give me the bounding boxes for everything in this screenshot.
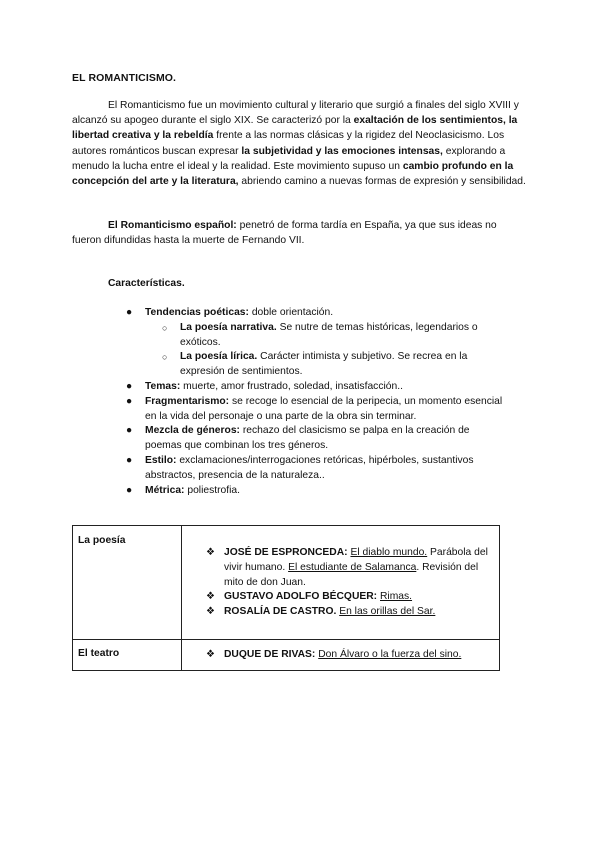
genre-cell-poesia: La poesía bbox=[73, 526, 182, 640]
spanish-romanticism-paragraph: El Romanticismo español: penetró de forma tardía en España, ya que sus ideas no fueron difundidas hasta la muerte de Fernando VII. bbox=[72, 220, 497, 247]
list-item: ● Tendencias poéticas: doble orientación. ○ La poesía narrativa. Se nutre de temas históricas, legendarios o exóticos. ○ La poesía lírica. Carácter intimista y subjetivo. Se recrea en la expresión de sentimientos. bbox=[108, 306, 508, 380]
characteristics-heading: Características. bbox=[108, 278, 185, 289]
list-item: ● Temas: muerte, amor frustrado, soledad, insatisfacción.. bbox=[126, 380, 403, 392]
authors-list bbox=[206, 648, 494, 663]
diamond-bullet-icon: ❖ bbox=[206, 591, 215, 603]
list-item: ● Mezcla de géneros: rechazo del clasicismo se palpa en la creación de poemas que combinan los tres géneros. bbox=[126, 425, 470, 452]
characteristics-list bbox=[108, 306, 508, 498]
list-item: ❖ JOSÉ DE ESPRONCEDA: El diablo mundo. Parábola del vivir humano. El estudiante de Salamanca. Revisión del mito de don Juan. bbox=[206, 547, 488, 588]
list-item: ● Fragmentarismo: se recoge lo esencial de la peripecia, un momento esencial en la vida del personaje o una parte de la obra sin terminar. bbox=[126, 395, 503, 422]
page-title: EL ROMANTICISMO. bbox=[72, 72, 177, 84]
intro-paragraph: El Romanticismo fue un movimiento cultural y literario que surgió a finales del siglo XVIII y alcanzó su apogeo durante el siglo XIX. Se caracterizó por la exaltación de los sentimientos, la libertad creativa y la rebeldía frente a las normas clásicas y la rigidez del Neoclasicismo. Los autores románticos buscan expresar la subjetividad y las emociones intensas, explorando a menudo la lucha entre el ideal y la realidad. Este movimiento supuso un cambio profundo en la concepción del arte y la literatura, abriendo camino a nuevas formas de expresión y sensibilidad. bbox=[72, 100, 526, 188]
sublist bbox=[145, 321, 508, 380]
authors-cell-poesia bbox=[182, 526, 500, 640]
table-row bbox=[73, 526, 500, 640]
table-row bbox=[73, 640, 500, 671]
diamond-bullet-icon: ❖ bbox=[206, 547, 215, 558]
diamond-bullet-icon: ❖ bbox=[206, 649, 215, 660]
authors-list bbox=[206, 546, 493, 620]
list-item: ○ La poesía lírica. Carácter intimista y subjetivo. Se recrea en la expresión de sentimientos. bbox=[162, 351, 468, 378]
list-item: ● Métrica: poliestrofia. bbox=[126, 484, 241, 496]
authors-table bbox=[72, 525, 500, 671]
list-item: ○ La poesía narrativa. Se nutre de temas históricas, legendarios o exóticos. bbox=[162, 321, 478, 348]
list-item: ❖ DUQUE DE RIVAS: Don Álvaro o la fuerza del sino. bbox=[206, 648, 494, 663]
authors-cell-teatro bbox=[182, 640, 500, 671]
list-item: ● Estilo: exclamaciones/interrogaciones retóricas, hipérboles, sustantivos abstractos, presencia de la naturaleza.. bbox=[126, 454, 474, 481]
list-item: ❖ ROSALÍA DE CASTRO. En las orillas del Sar. bbox=[206, 605, 493, 620]
diamond-bullet-icon: ❖ bbox=[206, 606, 215, 618]
genre-cell-teatro: El teatro bbox=[73, 640, 182, 671]
list-item: ❖ GUSTAVO ADOLFO BÉCQUER: Rimas. bbox=[206, 590, 493, 605]
